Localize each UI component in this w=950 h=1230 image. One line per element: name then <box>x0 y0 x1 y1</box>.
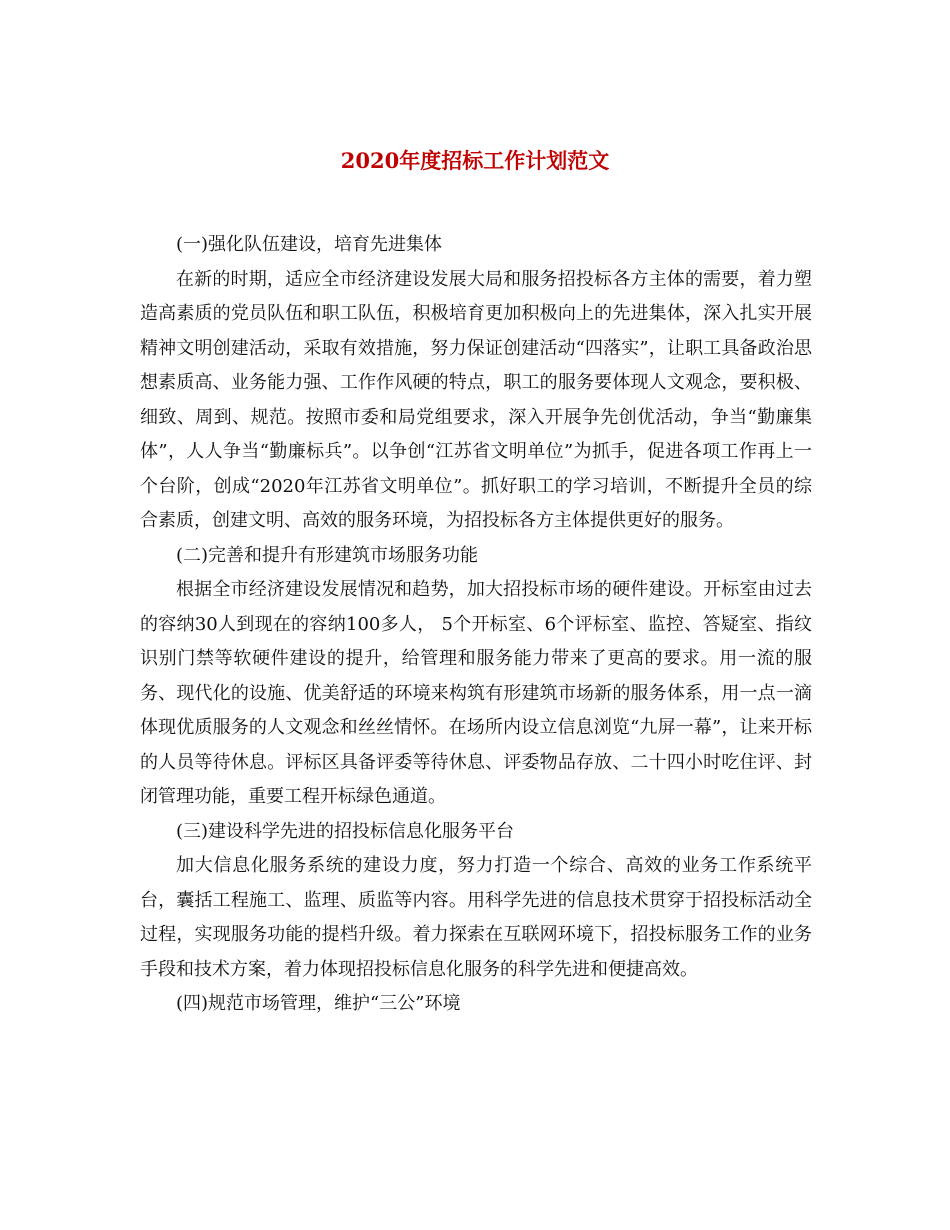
section-heading-1: (一)强化队伍建设，培育先进集体 <box>176 234 443 255</box>
document-title: 2020年度招标工作计划范文 <box>340 148 610 173</box>
document-body <box>140 228 812 1022</box>
section-paragraph-1: 在新的时期，适应全市经济建设发展大局和服务招投标各方主体的需要，着力塑造高素质的党员队伍和职工队伍，积极培育更加积极向上的先进集体，深入扎实开展精神文明创建活动，采取有效措施，努力保证创建活动“四落实”，让职工具备政治思想素质高、业务能力强、工作作风硬的特点，职工的服务要体现人文观念，要积极、细致、周到、规范。按照市委和局党组要求，深入开展争先创优活动，争当“勤廉集体”，人人争当“勤廉标兵”。以争创“江苏省文明单位”为抓手，促进各项工作再上一个台阶，创成“2020年江苏省文明单位”。抓好职工的学习培训，不断提升全员的综合素质，创建文明、高效的服务环境，为招投标各方主体提供更好的服务。 <box>140 268 812 531</box>
section-heading-2: (二)完善和提升有形建筑市场服务功能 <box>176 544 479 566</box>
section-paragraph-3: 加大信息化服务系统的建设力度，努力打造一个综合、高效的业务工作系统平台，囊括工程施工、监理、质监等内容。用科学先进的信息技术贯穿于招投标活动全过程，实现服务功能的提档升级。着力探索在互联网环境下，招投标服务工作的业务手段和技术方案，着力体现招投标信息化服务的科学先进和便捷高效。 <box>140 855 812 980</box>
section-heading-4: (四)规范市场管理，维护“三公”环境 <box>176 993 461 1014</box>
section-paragraph-2: 根据全市经济建设发展情况和趋势，加大招投标市场的硬件建设。开标室由过去的容纳30人到现在的容纳100多人， 5个开标室、6个评标室、监控、答疑室、指纹识别门禁等软硬件建设的提升，给管理和服务能力带来了更高的要求。用一流的服务、现代化的设施、优美舒适的环境来构筑有形建筑市场新的服务体系，用一点一滴体现优质服务的人文观念和丝丝情怀。在场所内设立信息浏览“九屏一幕”，让来开标的人员等待休息。评标区具备评委等待休息、评委物品存放、二十四小时吃住评、封闭管理功能，重要工程开标绿色通道。 <box>140 579 812 807</box>
section-heading-3: (三)建设科学先进的招投标信息化服务平台 <box>176 820 515 842</box>
